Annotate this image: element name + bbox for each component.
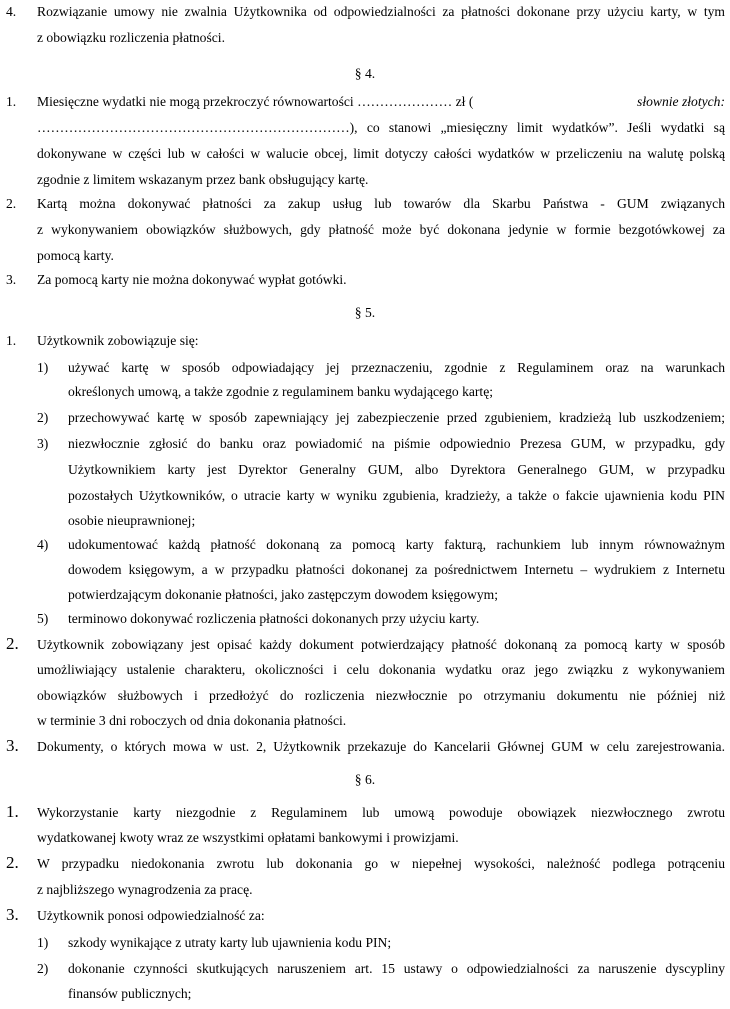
text-line: potwierdzającym dokonanie płatności, jako zastępczym dowodem księgowym; [68, 587, 498, 602]
subitem-number: 2) [37, 961, 49, 976]
item-number: 3. [6, 272, 17, 287]
item-number: 4. [6, 4, 17, 19]
text-line: Użytkownik zobowiązany jest opisać każdy dokument potwierdzający płatność dokonaną za pomocą karty w sposób [37, 637, 725, 652]
text-line: Kartą można dokonywać płatności za zakup usług lub towarów dla Skarbu Państwa - GUM związanych [37, 196, 725, 211]
subitem-number: 4) [37, 537, 49, 552]
text-line: wydatkowanej kwoty wraz ze wszystkimi opłatami bankowymi i prowizjami. [37, 830, 459, 845]
text-line: z najbliższego wynagrodzenia za pracę. [37, 882, 253, 897]
subitem-number: 5) [37, 611, 49, 626]
subitem-number: 1) [37, 935, 49, 950]
text-line: zgodnie z limitem wskazanym przez bank obsługujący kartę. [37, 172, 369, 187]
item-number: 3. [6, 905, 19, 924]
text-line: osobie nieuprawnionej; [68, 513, 196, 528]
item-number: 1. [6, 94, 17, 109]
section-heading: § 6. [354, 772, 376, 787]
text-line: Użytkownik zobowiązuje się: [37, 333, 199, 348]
text-line: dokonanie czynności skutkujących naruszeniem art. 15 ustawy o odpowiedzialności za naruszenie dyscypliny [68, 961, 725, 976]
text-line: Użytkownik ponosi odpowiedzialność za: [37, 908, 265, 923]
text-line: używać kartę w sposób odpowiadający jej przeznaczeniu, zgodnie z Regulaminem oraz na warunkach [68, 360, 725, 375]
text-line: przechowywać kartę w sposób zapewniający jej zabezpieczenie przed zgubieniem, kradzieżą lub uszkodzeniem; [68, 410, 725, 425]
text-line: Użytkownikiem karty jest Dyrektor Generalny GUM, albo Dyrektora Generalnego GUM, w przypadku [68, 462, 725, 477]
text-fragment-italic: słownie złotych: [637, 94, 725, 109]
text-line: Dokumenty, o których mowa w ust. 2, Użytkownik przekazuje do Kancelarii Głównej GUM w celu zarejestrowania. [37, 739, 725, 754]
item-number: 1. [6, 802, 19, 821]
text-line: Za pomocą karty nie można dokonywać wypłat gotówki. [37, 272, 347, 287]
text-fragment: Miesięczne wydatki nie mogą przekroczyć równowartości ………………… zł ( [37, 94, 474, 109]
text-line: terminowo dokonywać rozliczenia płatności dokonanych przy użyciu karty. [68, 611, 480, 626]
text-line: ……………………………………………………………), co stanowi „miesięczny limit wydatków”. Jeśli wydatki są [37, 120, 725, 135]
text-line: określonych umową, a także zgodnie z regulaminem banku wydającego kartę; [68, 384, 494, 399]
item-number: 2. [6, 196, 17, 211]
text-line: umożliwiający ustalenie charakteru, okoliczności i celu dokonania wydatku oraz jego związku z wykonywaniem [37, 662, 725, 677]
text-line: dokonywane w części lub w całości w walucie obcej, limit dotyczy całości wydatków w przeliczeniu na walutę polską [37, 146, 725, 161]
text-line: finansów publicznych; [68, 986, 192, 1001]
text-line: obowiązków służbowych i przedłożyć do rozliczenia niezwłocznie po otrzymaniu dokumentu nie później niż [37, 688, 725, 703]
text-line: w terminie 3 dni roboczych od dnia dokonania płatności. [37, 713, 347, 728]
text-line: szkody wynikające z utraty karty lub ujawnienia kodu PIN; [68, 935, 392, 950]
text-line: W przypadku niedokonania zwrotu lub dokonania go w niepełnej wysokości, należność podlega potrąceniu [37, 856, 725, 871]
subitem-number: 2) [37, 410, 49, 425]
text-line [37, 94, 725, 110]
subitem-number: 1) [37, 360, 49, 375]
text-line: niezwłocznie zgłosić do banku oraz powiadomić na piśmie odpowiednio Prezesa GUM, w przypadku, gdy [68, 436, 725, 451]
section-heading: § 5. [354, 305, 376, 320]
text-line: pomocą karty. [37, 248, 114, 263]
text-line: udokumentować każdą płatność dokonaną za pomocą karty fakturą, rachunkiem lub innym równoważnym [68, 537, 725, 552]
section-heading: § 4. [354, 66, 376, 81]
text-line: Wykorzystanie karty niezgodnie z Regulaminem lub umową powoduje obowiązek niezwłocznego zwrotu [37, 805, 725, 820]
text-line: Rozwiązanie umowy nie zwalnia Użytkownika od odpowiedzialności za płatności dokonane przy użyciu karty, w tym [37, 4, 725, 19]
item-number: 2. [6, 634, 19, 653]
text-line: dowodem księgowym, a w przypadku płatności dokonanej za pośrednictwem Internetu – wydrukiem z Internetu [68, 562, 725, 577]
subitem-number: 3) [37, 436, 49, 451]
text-line: pozostałych Użytkowników, o utracie karty w wyniku zgubienia, kradzieży, a także o fakcie ujawnienia kodu PIN [68, 488, 725, 503]
item-number: 3. [6, 736, 19, 755]
item-number: 1. [6, 333, 17, 348]
text-line: z obowiązku rozliczenia płatności. [37, 30, 225, 45]
item-number: 2. [6, 853, 19, 872]
text-line: z wykonywaniem obowiązków służbowych, gdy płatność może być dokonana jedynie w formie bezgotówkowej za [37, 222, 725, 237]
